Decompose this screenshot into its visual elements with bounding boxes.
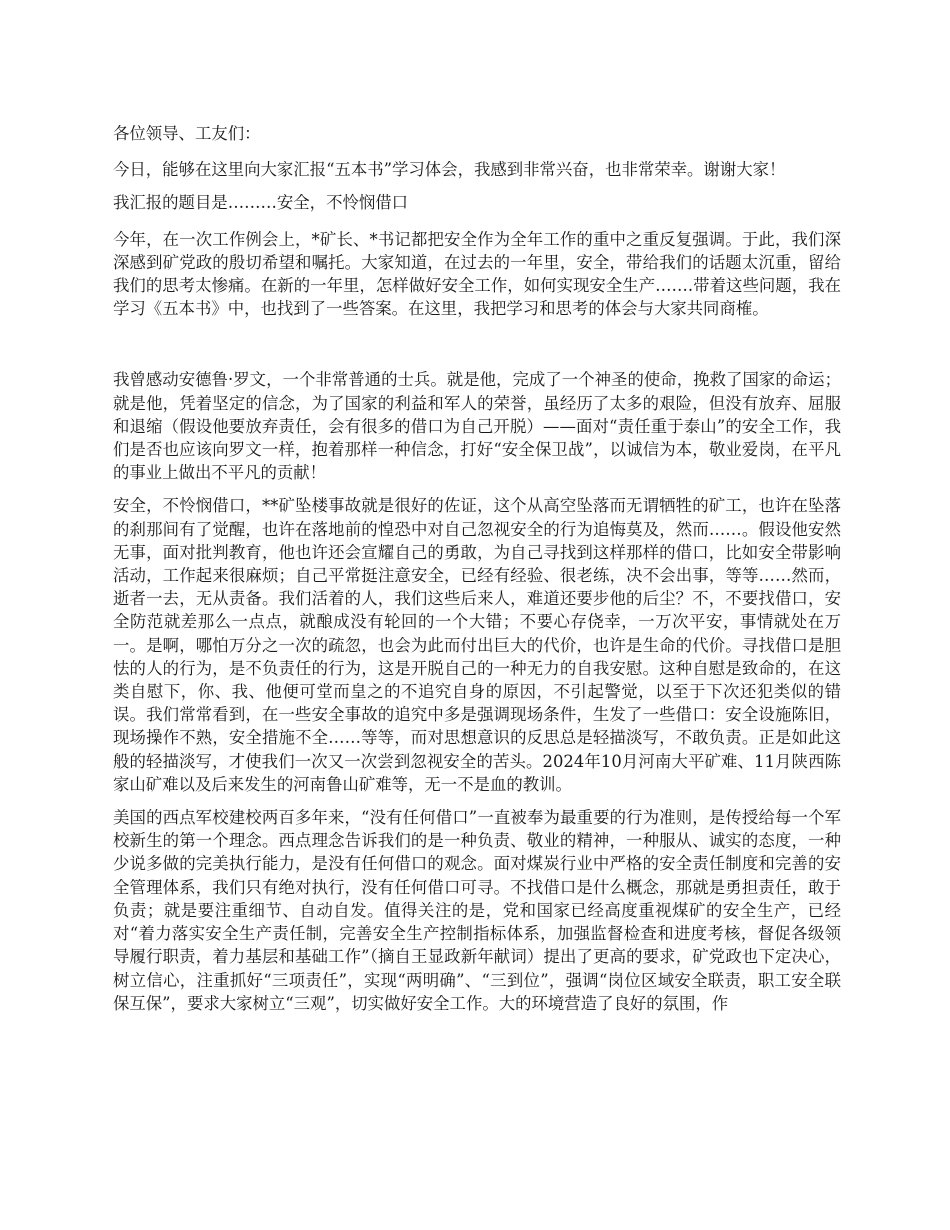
intro-paragraph: 今年，在一次工作例会上，*矿长、*书记都把安全作为全年工作的重中之重反复强调。于此，我们深深感到矿党政的殷切希望和嘱托。大家知道，在过去的一年里，安全，带给我们的话题太沉重，留给我们的思考太惨痛。在新的一年里，怎样做好安全工作，如何实现安全生产…….带着这些问题，我在学习《五本书》中，也找到了一些答案。在这里，我把学习和思考的体会与大家共同商榷。: [113, 229, 841, 319]
westpoint-paragraph: 美国的西点军校建校两百多年来，“没有任何借口”一直被奉为最重要的行为准则，是传授给每一个军校新生的第一个理念。西点理念告诉我们的是一种负责、敬业的精神，一种服从、诚实的态度，一种少说多做的完美执行能力，是没有任何借口的观念。面对煤炭行业中严格的安全责任制度和完善的安全管理体系，我们只有绝对执行，没有任何借口可寻。不找借口是什么概念，那就是勇担责任，敢于负责；就是要注重细节、自动自发。值得关注的是，党和国家已经高度重视煤矿的安全生产，已经对“着力落实安全生产责任制，完善安全生产控制指标体系，加强监督检查和进度考核，督促各级领导履行职责，着力基层和基础工作”（摘自王显政新年献词）提出了更高的要求，矿党政也下定决心，树立信心，注重抓好“三项责任”，实现“两明确”、“三到位”，强调“岗位区域安全联责，职工安全联保互保”，要求大家树立“三观”，切实做好安全工作。大的环境营造了良好的氛围，作: [113, 808, 841, 1013]
opening-paragraph: 今日，能够在这里向大家汇报“五本书”学习体会，我感到非常兴奋，也非常荣幸。谢谢大家！: [113, 160, 786, 180]
document-page: [113, 122, 841, 1025]
accident-paragraph: 安全，不怜悯借口，**矿坠楼事故就是很好的佐证，这个从高空坠落而无谓牺牲的矿工，也许在坠落的刹那间有了觉醒，也许在落地前的惶恐中对自己忽视安全的行为追悔莫及，然而……。假设他安然无事，面对批判教育，他也许还会宣耀自己的勇敢，为自己寻找到这样那样的借口，比如安全带影响活动，工作起来很麻烦；自己平常挺注意安全，已经有经验、很老练，决不会出事，等等……然而，逝者一去，无从责备。我们活着的人，我们这些后来人，难道还要步他的后尘？不，不要找借口，安全防范就差那么一点点，就酿成没有轮回的一个大错；不要心存侥幸，一万次平安，事情就处在万一。是啊，哪怕万分之一次的疏忽，也会为此而付出巨大的代价，也许是生命的代价。寻找借口是胆怯的人的行为，是不负责任的行为，这是开脱自己的一种无力的自我安慰。这种自慰是致命的，在这类自慰下，你、我、他便可堂而皇之的不追究自身的原因，不引起警觉，以至于下次还犯类似的错误。我们常常看到，在一些安全事故的追究中多是强调现场条件，生发了一些借口：安全设施陈旧，现场操作不熟，安全措施不全……等等，而对思想意识的反思总是轻描淡写，不敢负责。正是如此这般的轻描淡写，才使我们一次又一次尝到忽视安全的苦头。2024年10月河南大平矿难、11月陕西陈家山矿难以及后来发生的河南鲁山矿难等，无一不是血的教训。: [113, 496, 841, 794]
topic-paragraph: 我汇报的题目是………安全，不怜悯借口: [113, 193, 409, 213]
greeting-paragraph: 各位领导、工友们：: [113, 124, 261, 143]
section-spacer: [113, 330, 841, 368]
rowan-paragraph: 我曾感动安德鲁·罗文，一个非常普通的士兵。就是他，完成了一个神圣的使命，挽救了国家的命运；就是他，凭着坚定的信念，为了国家的利益和军人的荣誉，虽经历了太多的艰险，但没有放弃、屈服和退缩（假设他要放弃责任，会有很多的借口为自己开脱）——面对“责任重于泰山”的安全工作，我们是否也应该向罗文一样，抱着那样一种信念，打好“安全保卫战”，以诚信为本，敬业爱岗，在平凡的事业上做出不平凡的贡献！: [113, 370, 841, 483]
